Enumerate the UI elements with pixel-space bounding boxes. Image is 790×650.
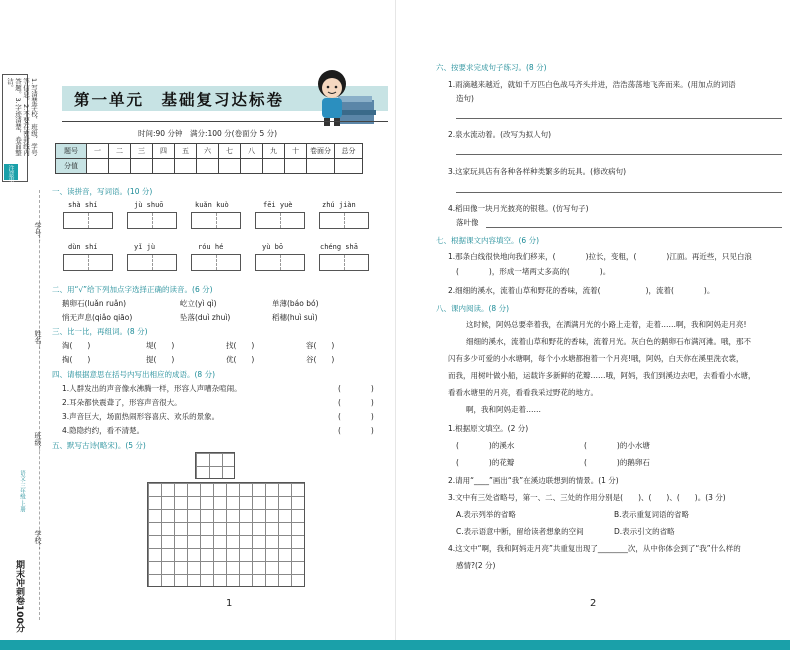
option-text: B.表示重复词语的省略: [614, 510, 690, 519]
question-text: 4.稻田像一块月光披亮的银毯。(仿写句子): [448, 204, 589, 213]
score-cell: 十: [285, 144, 307, 159]
pinyin-label: zhú jiàn: [322, 201, 356, 209]
score-cell: 一: [87, 144, 109, 159]
answer-paren[interactable]: ( ): [338, 426, 374, 435]
section-heading: 八、课内阅读。(8 分): [436, 304, 510, 313]
score-cell: 题号: [56, 144, 87, 159]
field-student-id: 学号：: [34, 222, 42, 243]
answer-line[interactable]: [456, 118, 782, 119]
seal-line: [39, 190, 40, 620]
page-number: 1: [226, 598, 233, 609]
writing-box[interactable]: [127, 254, 177, 271]
answer-paren[interactable]: ( ): [338, 412, 374, 421]
idiom-item: 3.声音巨大，场面热闹形容喜庆、欢乐的景象。: [62, 412, 220, 421]
pronunciation-item: 坠落(duì zhuì): [180, 313, 231, 322]
compare-item: 容( ): [306, 341, 335, 350]
option-text: D.表示引文的省略: [614, 527, 675, 536]
question-text: 造句): [456, 94, 474, 103]
idiom-item: 2.耳朵都快震聋了，形容声音很大。: [62, 398, 182, 407]
option-text: A.表示列举的省略: [456, 510, 516, 519]
score-input[interactable]: [219, 159, 241, 174]
pinyin-label: kuǎn kuò: [195, 201, 229, 209]
question-text: 1.雨滴越来越近，就如千万匹白色战马齐头并进，浩浩荡荡地飞奔而来。(用加点的词语: [448, 80, 736, 89]
field-school: 学校：: [34, 530, 42, 551]
binding-margin: [0, 0, 52, 640]
score-input[interactable]: [87, 159, 109, 174]
question-text: 3.这家玩具店有各种各样种类繁多的玩具。(修改病句): [448, 167, 627, 176]
idiom-item: 4.隐隐约约，看不清楚。: [62, 426, 145, 435]
score-cell: 五: [175, 144, 197, 159]
writing-box[interactable]: [319, 212, 369, 229]
pronunciation-item: 单薄(báo bó): [272, 299, 319, 308]
pinyin-label: fēi yuè: [263, 201, 293, 209]
compare-item: 掏( ): [62, 355, 91, 364]
pinyin-label: dùn shí: [68, 243, 98, 251]
pinyin-label: róu hé: [198, 243, 224, 251]
score-input[interactable]: [307, 159, 335, 174]
score-input[interactable]: [263, 159, 285, 174]
answer-line[interactable]: [486, 227, 782, 228]
section-heading: 一、读拼音，写词语。(10 分): [52, 187, 153, 196]
score-cell: 总分: [335, 144, 363, 159]
score-input[interactable]: [285, 159, 307, 174]
score-cell: 三: [131, 144, 153, 159]
answer-paren[interactable]: ( ): [338, 398, 374, 407]
answer-line[interactable]: [456, 192, 782, 193]
compare-item: 优( ): [226, 355, 255, 364]
question-text: 感情?(2 分): [456, 561, 496, 570]
pronunciation-item: 悄无声息(qiǎo qiāo): [62, 313, 133, 322]
writing-box[interactable]: [255, 254, 305, 271]
exam-rules: 1.写清楚学校、班级、学号等信息。2.不要在密封线内答题。3.字迹清楚，卷面整洁。: [6, 78, 38, 156]
score-input[interactable]: [197, 159, 219, 174]
pronunciation-item: 屹立(yì qì): [180, 299, 217, 308]
page-number: 2: [590, 598, 597, 609]
poem-title-grid[interactable]: [195, 452, 235, 479]
answer-paren[interactable]: ( ): [338, 384, 374, 393]
writing-box[interactable]: [319, 254, 369, 271]
score-input[interactable]: [241, 159, 263, 174]
section-heading: 三、比一比，再组词。(8 分): [52, 327, 148, 336]
fill-item[interactable]: ( )的小水塘: [584, 441, 650, 450]
passage-line: 而我，用树叶做小船，运载许多新鲜的花瓣……哦，阿妈，我们到溪边去吧，去看看小水塘，: [448, 371, 756, 380]
fill-item[interactable]: ( )的溪水: [456, 441, 515, 450]
exam-meta: 时间:90 分钟 满分:100 分(卷面分 5 分): [138, 129, 278, 138]
question-text: ( )，形成一堵两丈多高的( )。: [456, 267, 611, 276]
section-heading: 七、根据课文内容填空。(6 分): [436, 236, 540, 245]
question-text: 4.这文中“啊，我和阿妈走月亮”共重复出现了________次，从中你体会到了“我”什么样的: [448, 544, 741, 553]
score-header-row: [56, 144, 363, 159]
compare-item: 提( ): [146, 355, 175, 364]
question-text: 落叶像: [456, 218, 479, 227]
option-text: C.表示语意中断，留给读者想象的空间: [456, 527, 584, 536]
section-heading: 五、默写古诗(略宋)。(5 分): [52, 441, 146, 450]
compare-item: 淘( ): [62, 341, 91, 350]
page-divider: [395, 0, 396, 640]
question-text: 2.泉水流动着。(改写为拟人句): [448, 130, 552, 139]
score-cell: 四: [153, 144, 175, 159]
pinyin-label: yù bō: [262, 243, 284, 251]
fill-item[interactable]: ( )的花瓣: [456, 458, 515, 467]
bottom-band: [0, 640, 790, 650]
brand-label: 期末冲刺卷100分: [14, 560, 24, 633]
score-cell: 分值: [56, 159, 87, 174]
writing-box[interactable]: [127, 212, 177, 229]
question-text: 3.文中有三处省略号，第一、二、三处的作用分别是( )、( )、( )。(3 分): [448, 493, 726, 502]
fill-item[interactable]: ( )的鹅卵石: [584, 458, 650, 467]
question-text: 2.请用“____”画出“我”在溪边联想到的情景。(1 分): [448, 476, 619, 485]
writing-box[interactable]: [191, 254, 241, 271]
section-heading: 四、请根据意思在括号内写出相应的成语。(8 分): [52, 370, 216, 379]
score-input[interactable]: [335, 159, 363, 174]
score-table: [55, 143, 363, 174]
question-text: 1.根据原文填空。(2 分): [448, 424, 529, 433]
compare-item: 谷( ): [306, 355, 335, 364]
score-cell: 九: [263, 144, 285, 159]
score-input[interactable]: [175, 159, 197, 174]
score-input[interactable]: [153, 159, 175, 174]
compare-item: 堤( ): [146, 341, 175, 350]
score-input[interactable]: [131, 159, 153, 174]
passage-line: 细细的溪水，流着山草和野花的香味，流着月光。灰白色的鹅卵石布满河滩。哦，那不: [466, 337, 751, 346]
score-cell: 卷面分: [307, 144, 335, 159]
notice-tag: 注意事项: [7, 165, 14, 189]
score-cell: 七: [219, 144, 241, 159]
pinyin-label: jù shuō: [134, 201, 164, 209]
field-class: 班级：: [34, 432, 42, 453]
question-text: 1.那条白线很快地向我们移来，( )拉长，变粗，( )江面。再近些，只见白浪: [448, 252, 752, 261]
passage-line: 这时候，阿妈总要牵着我，在洒满月光的小路上走着，走着……啊，我和阿妈走月亮!: [466, 320, 747, 329]
pronunciation-item: 鹅卵石(luǎn ruǎn): [62, 299, 127, 308]
passage-line: 看看水塘里的月亮，看看我采过野花的地方。: [448, 388, 598, 397]
pinyin-label: shà shí: [68, 201, 98, 209]
title-rule: [62, 121, 388, 122]
section-heading: 二、用“√”给下列加点字选择正确的读音。(6 分): [52, 285, 213, 294]
writing-box[interactable]: [63, 212, 113, 229]
poem-writing-grid[interactable]: [147, 482, 305, 587]
section-heading: 六、按要求完成句子练习。(8 分): [436, 63, 547, 72]
pronunciation-item: 稻穗(huì suì): [272, 313, 318, 322]
pinyin-label: yǐ jù: [134, 243, 156, 251]
answer-line[interactable]: [456, 154, 782, 155]
student-reading-illustration: [310, 66, 380, 128]
score-cell: 二: [109, 144, 131, 159]
score-cell: 八: [241, 144, 263, 159]
idiom-item: 1.人群发出的声音像水沸腾一样，形容人声嘈杂喧闹。: [62, 384, 242, 393]
score-input[interactable]: [109, 159, 131, 174]
pinyin-label: chéng shā: [320, 243, 358, 251]
series-label: 语文·三年级·上册: [19, 470, 25, 512]
compare-item: 找( ): [226, 341, 255, 350]
passage-line: 闪有多少可爱的小水塘啊，每个小水塘都抱着一个月亮!哦，阿妈，白天你在溪里洗衣裳，: [448, 354, 744, 363]
writing-box[interactable]: [191, 212, 241, 229]
field-name: 姓名：: [34, 330, 42, 351]
writing-box[interactable]: [63, 254, 113, 271]
question-text: 2.细细的溪水，流着山草和野花的香味，流着( )，流着( )。: [448, 286, 715, 295]
page-title: 第一单元 基础复习达标卷: [74, 91, 285, 109]
writing-box[interactable]: [255, 212, 305, 229]
score-cell: 六: [197, 144, 219, 159]
score-value-row: [56, 159, 363, 174]
passage-line: 啊，我和阿妈走着……: [466, 405, 541, 414]
